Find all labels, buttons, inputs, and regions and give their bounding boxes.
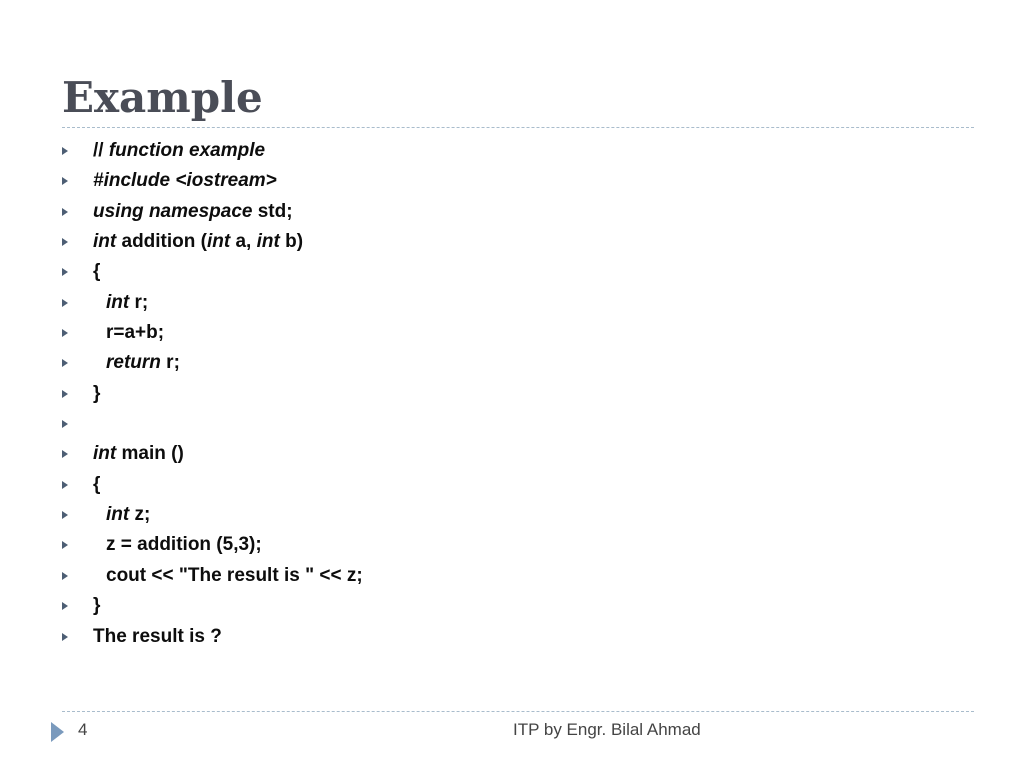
code-line (93, 227, 303, 257)
code-text: b) (279, 231, 304, 253)
code-keyword: using namespace (93, 200, 253, 222)
triangle-bullet-icon (62, 177, 68, 185)
code-line: } (93, 382, 101, 404)
list-item (62, 409, 94, 439)
code-bullet-list (62, 136, 363, 652)
triangle-bullet-icon (62, 420, 68, 428)
code-keyword: int (93, 443, 117, 465)
list-item (62, 470, 101, 500)
footer-text: ITP by Engr. Bilal Ahmad (513, 720, 701, 739)
triangle-bullet-icon (62, 541, 68, 549)
triangle-bullet-icon (62, 572, 68, 580)
code-text: main () (116, 443, 184, 465)
code-line: { (93, 261, 101, 283)
triangle-bullet-icon (62, 299, 68, 307)
code-line: { (93, 473, 101, 495)
triangle-bullet-icon (62, 450, 68, 458)
triangle-bullet-icon (62, 602, 68, 610)
list-item (62, 166, 277, 196)
code-keyword: int (93, 231, 117, 253)
triangle-bullet-icon (62, 481, 68, 489)
code-keyword: int (106, 291, 130, 313)
code-text: r; (160, 352, 180, 374)
triangle-bullet-icon (62, 147, 68, 155)
list-item (62, 622, 222, 652)
list-item (62, 530, 262, 560)
code-line: z = addition (5,3); (106, 534, 262, 556)
list-item (62, 227, 304, 257)
footer-divider (62, 711, 974, 712)
list-item (62, 379, 101, 409)
code-comment: function example (108, 140, 266, 161)
code-keyword: int (256, 231, 280, 253)
list-item (62, 500, 151, 530)
triangle-bullet-icon (62, 359, 68, 367)
code-line (93, 197, 293, 227)
code-line (93, 136, 265, 166)
code-keyword: int (106, 504, 130, 526)
list-item (62, 197, 293, 227)
list-item (62, 561, 363, 591)
code-line (93, 439, 184, 469)
code-text: z; (129, 504, 151, 526)
code-text: std; (252, 200, 293, 222)
triangle-bullet-icon (62, 208, 68, 216)
page-number: 4 (78, 720, 88, 739)
list-item (62, 348, 180, 378)
code-text: r; (129, 291, 149, 313)
triangle-bullet-icon (62, 268, 68, 276)
triangle-bullet-icon (62, 238, 68, 246)
triangle-bullet-icon (62, 390, 68, 398)
list-item (62, 439, 184, 469)
code-line: cout << "The result is " << z; (106, 564, 363, 586)
question-line: The result is ? (93, 625, 222, 647)
title-divider (62, 127, 974, 128)
code-keyword: return (106, 352, 161, 374)
footer-arrow-icon (51, 722, 64, 742)
code-text: a, (230, 231, 257, 253)
code-keyword: int (206, 231, 231, 253)
list-item (62, 318, 165, 348)
triangle-bullet-icon (62, 511, 68, 519)
triangle-bullet-icon (62, 329, 68, 337)
code-text: addition ( (116, 231, 207, 253)
slide-title: Example (62, 73, 263, 122)
code-line (93, 500, 150, 530)
code-line (93, 288, 148, 318)
list-item (62, 591, 101, 621)
code-text: // (93, 140, 109, 161)
triangle-bullet-icon (62, 633, 68, 641)
list-item (62, 257, 101, 287)
list-item (62, 288, 149, 318)
code-line: } (93, 595, 101, 617)
code-line (93, 348, 180, 378)
list-item (62, 136, 266, 166)
code-line: r=a+b; (106, 322, 165, 344)
code-line: #include <iostream> (93, 170, 277, 192)
